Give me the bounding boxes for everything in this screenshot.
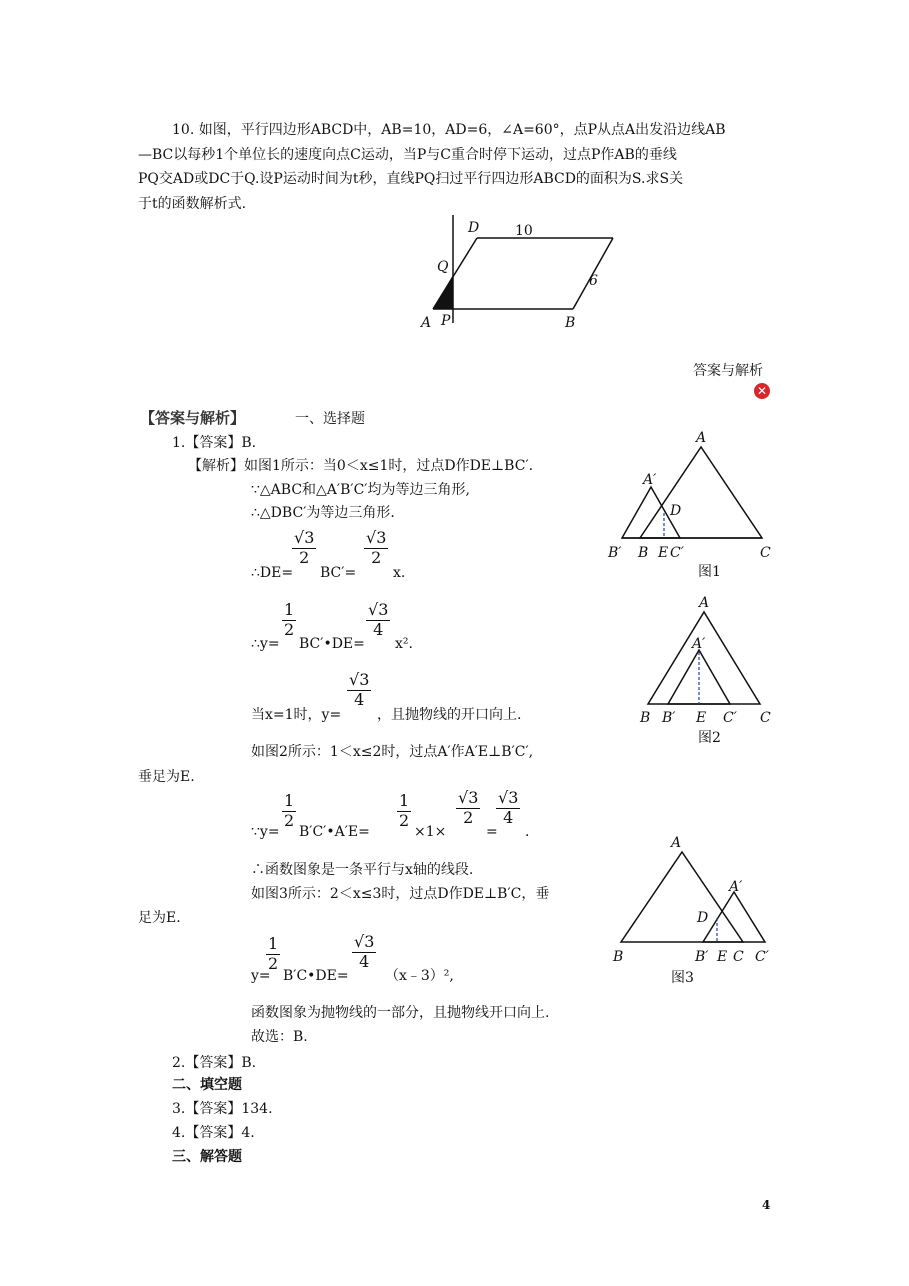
problem-10-line-4: 于t的函数解析式. [138, 196, 247, 212]
foot-e: 垂足为E. [138, 769, 195, 785]
page-number: 4 [762, 1198, 771, 1212]
q1-analysis-start: 【解析】如图1所示：当0＜x≤1时，过点D作DE⊥BC′. [188, 458, 534, 474]
problem-10-line-3: PQ交AD或DC于Q.设P运动时间为t秒，直线PQ扫过平行四边形ABCD的面积为S.求S关 [138, 171, 684, 187]
y-end: x². [395, 636, 413, 652]
fig3-caption: 图3 [671, 970, 694, 986]
fig2-label-a: A [699, 595, 710, 611]
q1-answer: 1.【答案】B. [172, 435, 257, 451]
fig2-line: 如图2所示：1＜x≤2时，过点A′作A′E⊥B′C′, [251, 744, 534, 760]
fraction-sqrt3-over-4: $\frac{√3}{4}$ [354, 932, 375, 971]
fig1-label-b-prime: B′ [608, 545, 622, 561]
x1-prefix: 当x=1时，y= [251, 707, 342, 723]
fraction-sqrt3-over-2: $\frac{√3}{2}$ [294, 528, 315, 567]
x1-end: ，且抛物线的开口向上. [377, 707, 522, 723]
parallelogram-figure [415, 215, 635, 335]
fig2-label-b-prime: B′ [662, 710, 676, 726]
fraction-sqrt3-over-4: $\frac{√3}{4}$ [368, 600, 389, 639]
foot-e-2: 足为E. [138, 910, 181, 926]
section-3-title: 三、解答题 [172, 1149, 242, 1165]
fig3-label-d: D [697, 910, 709, 926]
fig3-line: 如图3所示：2＜x≤3时，过点D作DE⊥B′C，垂 [251, 886, 550, 902]
label-b: B [565, 315, 576, 331]
fig1-label-b: B [638, 545, 649, 561]
fig3-label-b: B [613, 949, 624, 965]
fraction-1-over-2: $\frac{1}{2}$ [284, 600, 295, 639]
y2-eq: = [486, 824, 498, 840]
y2-times: ×1× [414, 824, 447, 840]
problem-10-line-2: —BC以每秒1个单位长的速度向点C运动，当P与C重合时停下运动，过点P作AB的垂线 [138, 147, 677, 163]
q1-because-1: ∵△ABC和△A′B′C′均为等边三角形, [251, 482, 470, 498]
figure-2 [600, 590, 780, 750]
fig1-label-a: A [696, 430, 707, 446]
fig3-label-a-prime: A′ [729, 879, 743, 895]
y3-mid: B′C•DE= [283, 968, 349, 984]
fig2-label-b: B [640, 710, 651, 726]
section-1-title: 一、选择题 [295, 411, 365, 427]
y2-mid: B′C′•A′E= [299, 824, 370, 840]
fig1-label-a-prime: A′ [643, 472, 657, 488]
y2-prefix: ∵y= [251, 824, 280, 840]
q1-therefore-1: ∴△DBC′为等边三角形. [251, 505, 395, 521]
q2-answer: 2.【答案】B. [172, 1055, 257, 1071]
figure-1 [600, 425, 780, 580]
q3-answer: 3.【答案】134. [172, 1101, 273, 1117]
fraction-sqrt3-over-4: $\frac{√3}{4}$ [498, 788, 519, 827]
fig1-label-d: D [670, 503, 682, 519]
y-mid: BC′•DE= [299, 636, 365, 652]
choose: 故选：B. [251, 1029, 308, 1045]
label-d: D [468, 220, 480, 236]
y-prefix: ∴y= [251, 636, 280, 652]
fig2-label-a-prime: A′ [692, 636, 706, 652]
section-2-title: 二、填空题 [172, 1077, 242, 1093]
fig3-label-c-prime: C′ [755, 949, 769, 965]
fraction-1-over-2: $\frac{1}{2}$ [399, 791, 410, 830]
fig1-label-e: E [658, 545, 669, 561]
y3-end: （x﹣3）², [385, 968, 454, 984]
close-icon[interactable]: ✕ [754, 383, 770, 399]
conclusion: 函数图象为抛物线的一部分，且抛物线开口向上. [251, 1005, 550, 1021]
y3-prefix: y= [251, 968, 271, 984]
figure-3 [605, 830, 785, 990]
fig3-label-c: C [733, 949, 744, 965]
fig1-label-c-prime: C′ [670, 545, 684, 561]
y2-end: . [525, 824, 530, 840]
fig2-label-c: C [760, 710, 771, 726]
fraction-sqrt3-over-2: $\frac{√3}{2}$ [366, 528, 387, 567]
fraction-1-over-2: $\frac{1}{2}$ [284, 791, 295, 830]
answer-link[interactable]: 答案与解析 [693, 363, 763, 379]
answer-header: 【答案与解析】 [140, 409, 246, 427]
parallel-line: ∴函数图象是一条平行与x轴的线段. [251, 862, 474, 878]
fig3-label-e: E [717, 949, 728, 965]
fraction-sqrt3-over-4: $\frac{√3}{4}$ [349, 670, 370, 709]
fig3-label-b-prime: B′ [695, 949, 709, 965]
fraction-sqrt3-over-2: $\frac{√3}{2}$ [458, 788, 479, 827]
fig3-label-a: A [671, 835, 682, 851]
de-end: x. [393, 565, 406, 581]
fig1-label-c: C [760, 545, 771, 561]
label-6: 6 [589, 273, 598, 289]
q4-answer: 4.【答案】4. [172, 1125, 255, 1141]
fig2-label-e: E [696, 710, 707, 726]
label-p: P [441, 313, 451, 329]
fig1-caption: 图1 [698, 564, 721, 580]
fig2-caption: 图2 [698, 730, 721, 746]
de-mid: BC′= [320, 565, 357, 581]
label-a: A [421, 315, 432, 331]
label-q: Q [437, 259, 449, 275]
fraction-1-over-2: $\frac{1}{2}$ [268, 934, 279, 973]
fig2-label-c-prime: C′ [723, 710, 737, 726]
problem-10-line-1: 10. 如图，平行四边形ABCD中，AB=10，AD=6，∠A=60°，点P从点A出发沿边线AB [172, 122, 726, 138]
de-prefix: ∴DE= [251, 565, 294, 581]
label-10: 10 [515, 223, 533, 239]
